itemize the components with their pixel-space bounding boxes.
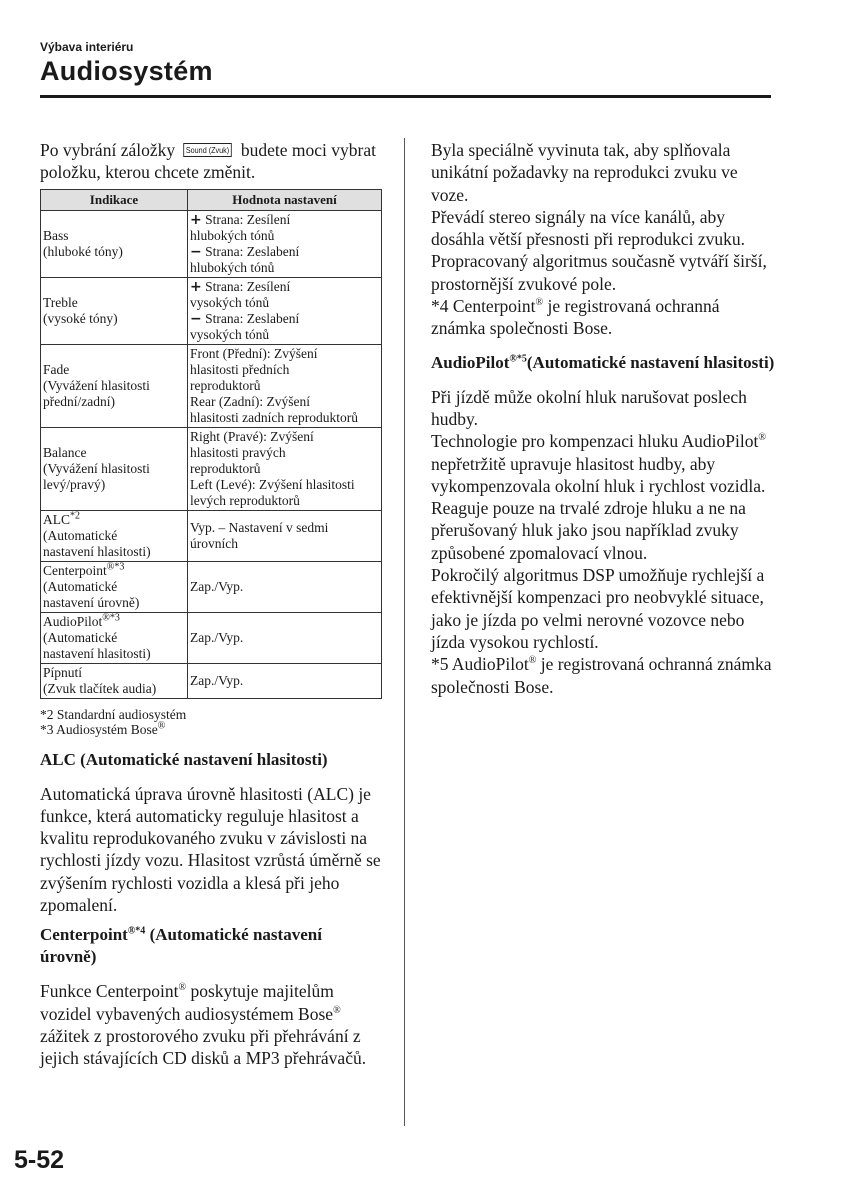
setting-name-line: (Automatické xyxy=(43,578,118,594)
setting-name-cell xyxy=(41,663,188,698)
right-paragraph-2: Převádí stereo signály na více kanálů, aby dosáhla větší přesnosti při reprodukci zvuku. xyxy=(431,206,745,250)
settings-table xyxy=(40,189,382,699)
table-row xyxy=(41,510,382,561)
setting-value-cell xyxy=(188,561,382,612)
setting-value-line: úrovních xyxy=(190,535,238,551)
table-row xyxy=(41,612,382,663)
setting-name-cell xyxy=(41,277,188,344)
setting-name-line: ALC$^{*2}$ xyxy=(43,510,80,527)
setting-name-cell xyxy=(41,612,188,663)
minus-icon: − xyxy=(190,243,202,260)
setting-name-line: nastavení hlasitosti) xyxy=(43,645,151,661)
setting-value-line: Right (Pravé): Zvýšení xyxy=(190,428,314,444)
setting-value-line: − Strana: Zeslabení xyxy=(190,310,300,327)
setting-name-cell xyxy=(41,344,188,427)
setting-value-line: hlasitosti zadních reproduktorů xyxy=(190,409,358,425)
right-paragraph-4: Při jízdě může okolní hluk narušovat poslech hudby. xyxy=(431,386,747,429)
table-row xyxy=(41,663,382,698)
setting-value-line: hlubokých tónů xyxy=(190,227,275,243)
table-row xyxy=(41,344,382,427)
setting-value-cell xyxy=(188,427,382,510)
setting-value-line: Zap./Vyp. xyxy=(190,578,244,594)
right-paragraph-1: Byla speciálně vyvinuta tak, aby splňovala unikátní požadavky na reprodukci zvuku ve voze. xyxy=(431,140,738,205)
left-column xyxy=(40,139,382,1070)
setting-name-line: levý/pravý) xyxy=(43,476,106,492)
footnote-2: *2 Standardní audiosystém xyxy=(40,706,187,722)
setting-value-line: Left (Levé): Zvýšení hlasitosti xyxy=(190,476,355,492)
alc-paragraph: Automatická úprava úrovně hlasitosti (ALC) je funkce, která automaticky reguluje hlasitost a kvalitu reprodukovaného zvuku v závislosti na rychlosti jízdy vozu. Hlasitost vzrůstá úměrně se zvýšením rychlosti vozidla a klesá při jeho zpomalení. xyxy=(40,783,381,916)
footnote-5: *5 AudioPilot® je registrovaná ochranná známka společnosti Bose. xyxy=(431,654,772,697)
setting-value-line: levých reproduktorů xyxy=(190,492,300,508)
right-paragraph-5: Technologie pro kompenzaci hluku AudioPilot® nepřetržitě upravuje hlasitost hudby, aby vykompenzovala okolní hluk i rychlost vozidla. xyxy=(431,431,766,496)
setting-value-line: hlasitosti pravých xyxy=(190,444,286,460)
setting-name-cell xyxy=(41,510,188,561)
setting-name-cell xyxy=(41,427,188,510)
footnote-4: *4 Centerpoint® je registrovaná ochranná známka společnosti Bose. xyxy=(431,296,720,339)
setting-value-line: reproduktorů xyxy=(190,460,261,476)
table-row xyxy=(41,210,382,277)
setting-name-line: Treble xyxy=(43,294,78,310)
right-paragraph-7: Pokročilý algoritmus DSP umožňuje rychlejší a efektivnější kompenzaci pro neobvyklé situace, jako je jízda po velmi nerovné vozovce nebo jízda vysokou rychlostí. xyxy=(431,565,765,652)
title-rule xyxy=(40,95,771,98)
setting-name-line: (hluboké tóny) xyxy=(43,243,123,259)
setting-value-line: hlasitosti předních xyxy=(190,361,290,377)
setting-name-line: Centerpoint$^{®*3}$ xyxy=(43,561,125,578)
setting-name-line: (Zvuk tlačítek audia) xyxy=(43,680,157,696)
setting-value-line: vysokých tónů xyxy=(190,326,270,342)
intro-paragraph: Po vybrání záložky Sound (Zvuk) budete moci vybrat položku, kterou chcete změnit. xyxy=(40,140,376,183)
setting-name-line: (vysoké tóny) xyxy=(43,310,118,326)
setting-value-line: Rear (Zadní): Zvýšení xyxy=(190,393,310,409)
setting-value-cell xyxy=(188,612,382,663)
table-footnotes xyxy=(40,707,382,737)
setting-name-line: (Automatické xyxy=(43,629,118,645)
plus-icon: + xyxy=(190,211,202,228)
plus-icon: + xyxy=(190,278,202,295)
page-number: 5-52 xyxy=(14,1146,65,1174)
right-paragraph-6: Reaguje pouze na trvalé zdroje hluku a ne na přerušovaný hluk jako jsou například zvuky způsobené zpomalovací vlnou. xyxy=(431,498,746,563)
setting-value-line: vysokých tónů xyxy=(190,294,270,310)
minus-icon: − xyxy=(190,310,202,327)
setting-name-line: nastavení úrovně) xyxy=(43,594,140,610)
table-header-hodnota: Hodnota nastavení xyxy=(188,189,382,210)
setting-name-line: Fade xyxy=(43,361,70,377)
setting-name-line: Balance xyxy=(43,444,87,460)
setting-name-line: Bass xyxy=(43,227,69,243)
setting-value-line: Vyp. – Nastavení v sedmi xyxy=(190,519,329,535)
audiopilot-heading: AudioPilot$^{®*5}$(Automatické nastavení hlasitosti) xyxy=(431,352,775,372)
setting-value-cell xyxy=(188,210,382,277)
setting-value-cell xyxy=(188,510,382,561)
column-divider xyxy=(404,138,405,1126)
setting-value-cell xyxy=(188,344,382,427)
setting-value-cell xyxy=(188,277,382,344)
setting-name-line: přední/zadní) xyxy=(43,393,115,409)
footnote-3: *3 Audiosystém Bose® xyxy=(40,720,166,737)
setting-value-line: Zap./Vyp. xyxy=(190,629,244,645)
setting-value-line: reproduktorů xyxy=(190,377,261,393)
setting-name-line: AudioPilot$^{®*3}$ xyxy=(43,612,120,629)
setting-name-line: nastavení hlasitosti) xyxy=(43,543,151,559)
setting-name-line: (Vyvážení hlasitosti xyxy=(43,377,150,393)
setting-name-line: Pípnutí xyxy=(43,664,83,680)
right-column xyxy=(431,139,776,698)
table-row xyxy=(41,561,382,612)
setting-value-line: − Strana: Zeslabení xyxy=(190,243,300,260)
setting-name-line: (Vyvážení hlasitosti xyxy=(43,460,150,476)
setting-name-cell xyxy=(41,561,188,612)
right-paragraph-3: Propracovaný algoritmus současně vytváří širší, prostornější zvukové pole. xyxy=(431,251,767,294)
setting-value-line: hlubokých tónů xyxy=(190,259,275,275)
table-header-indikace: Indikace xyxy=(41,189,188,210)
setting-name-line: (Automatické xyxy=(43,527,118,543)
page-title: Audiosystém xyxy=(40,56,213,86)
table-row xyxy=(41,277,382,344)
setting-value-line: Front (Přední): Zvýšení xyxy=(190,345,318,361)
setting-value-line: + Strana: Zesílení xyxy=(190,211,291,228)
centerpoint-paragraph: Funkce Centerpoint® poskytuje majitelům vozidel vybavených audiosystémem Bose® zážitek z prostorového zvuku při přehrávání z jejich stávajících CD disků a MP3 přehrávačů. xyxy=(40,981,367,1069)
centerpoint-heading: Centerpoint$^{®*4}$ (Automatické nastavení úrovně) xyxy=(40,925,322,967)
table-row xyxy=(41,427,382,510)
sound-tab-key: Sound (Zvuk) xyxy=(184,143,232,157)
setting-name-cell xyxy=(41,210,188,277)
setting-value-cell xyxy=(188,663,382,698)
setting-value-line: + Strana: Zesílení xyxy=(190,278,291,295)
setting-value-line: Zap./Vyp. xyxy=(190,672,244,688)
section-title: Výbava interiéru xyxy=(40,40,134,54)
alc-heading: ALC (Automatické nastavení hlasitosti) xyxy=(40,749,328,769)
